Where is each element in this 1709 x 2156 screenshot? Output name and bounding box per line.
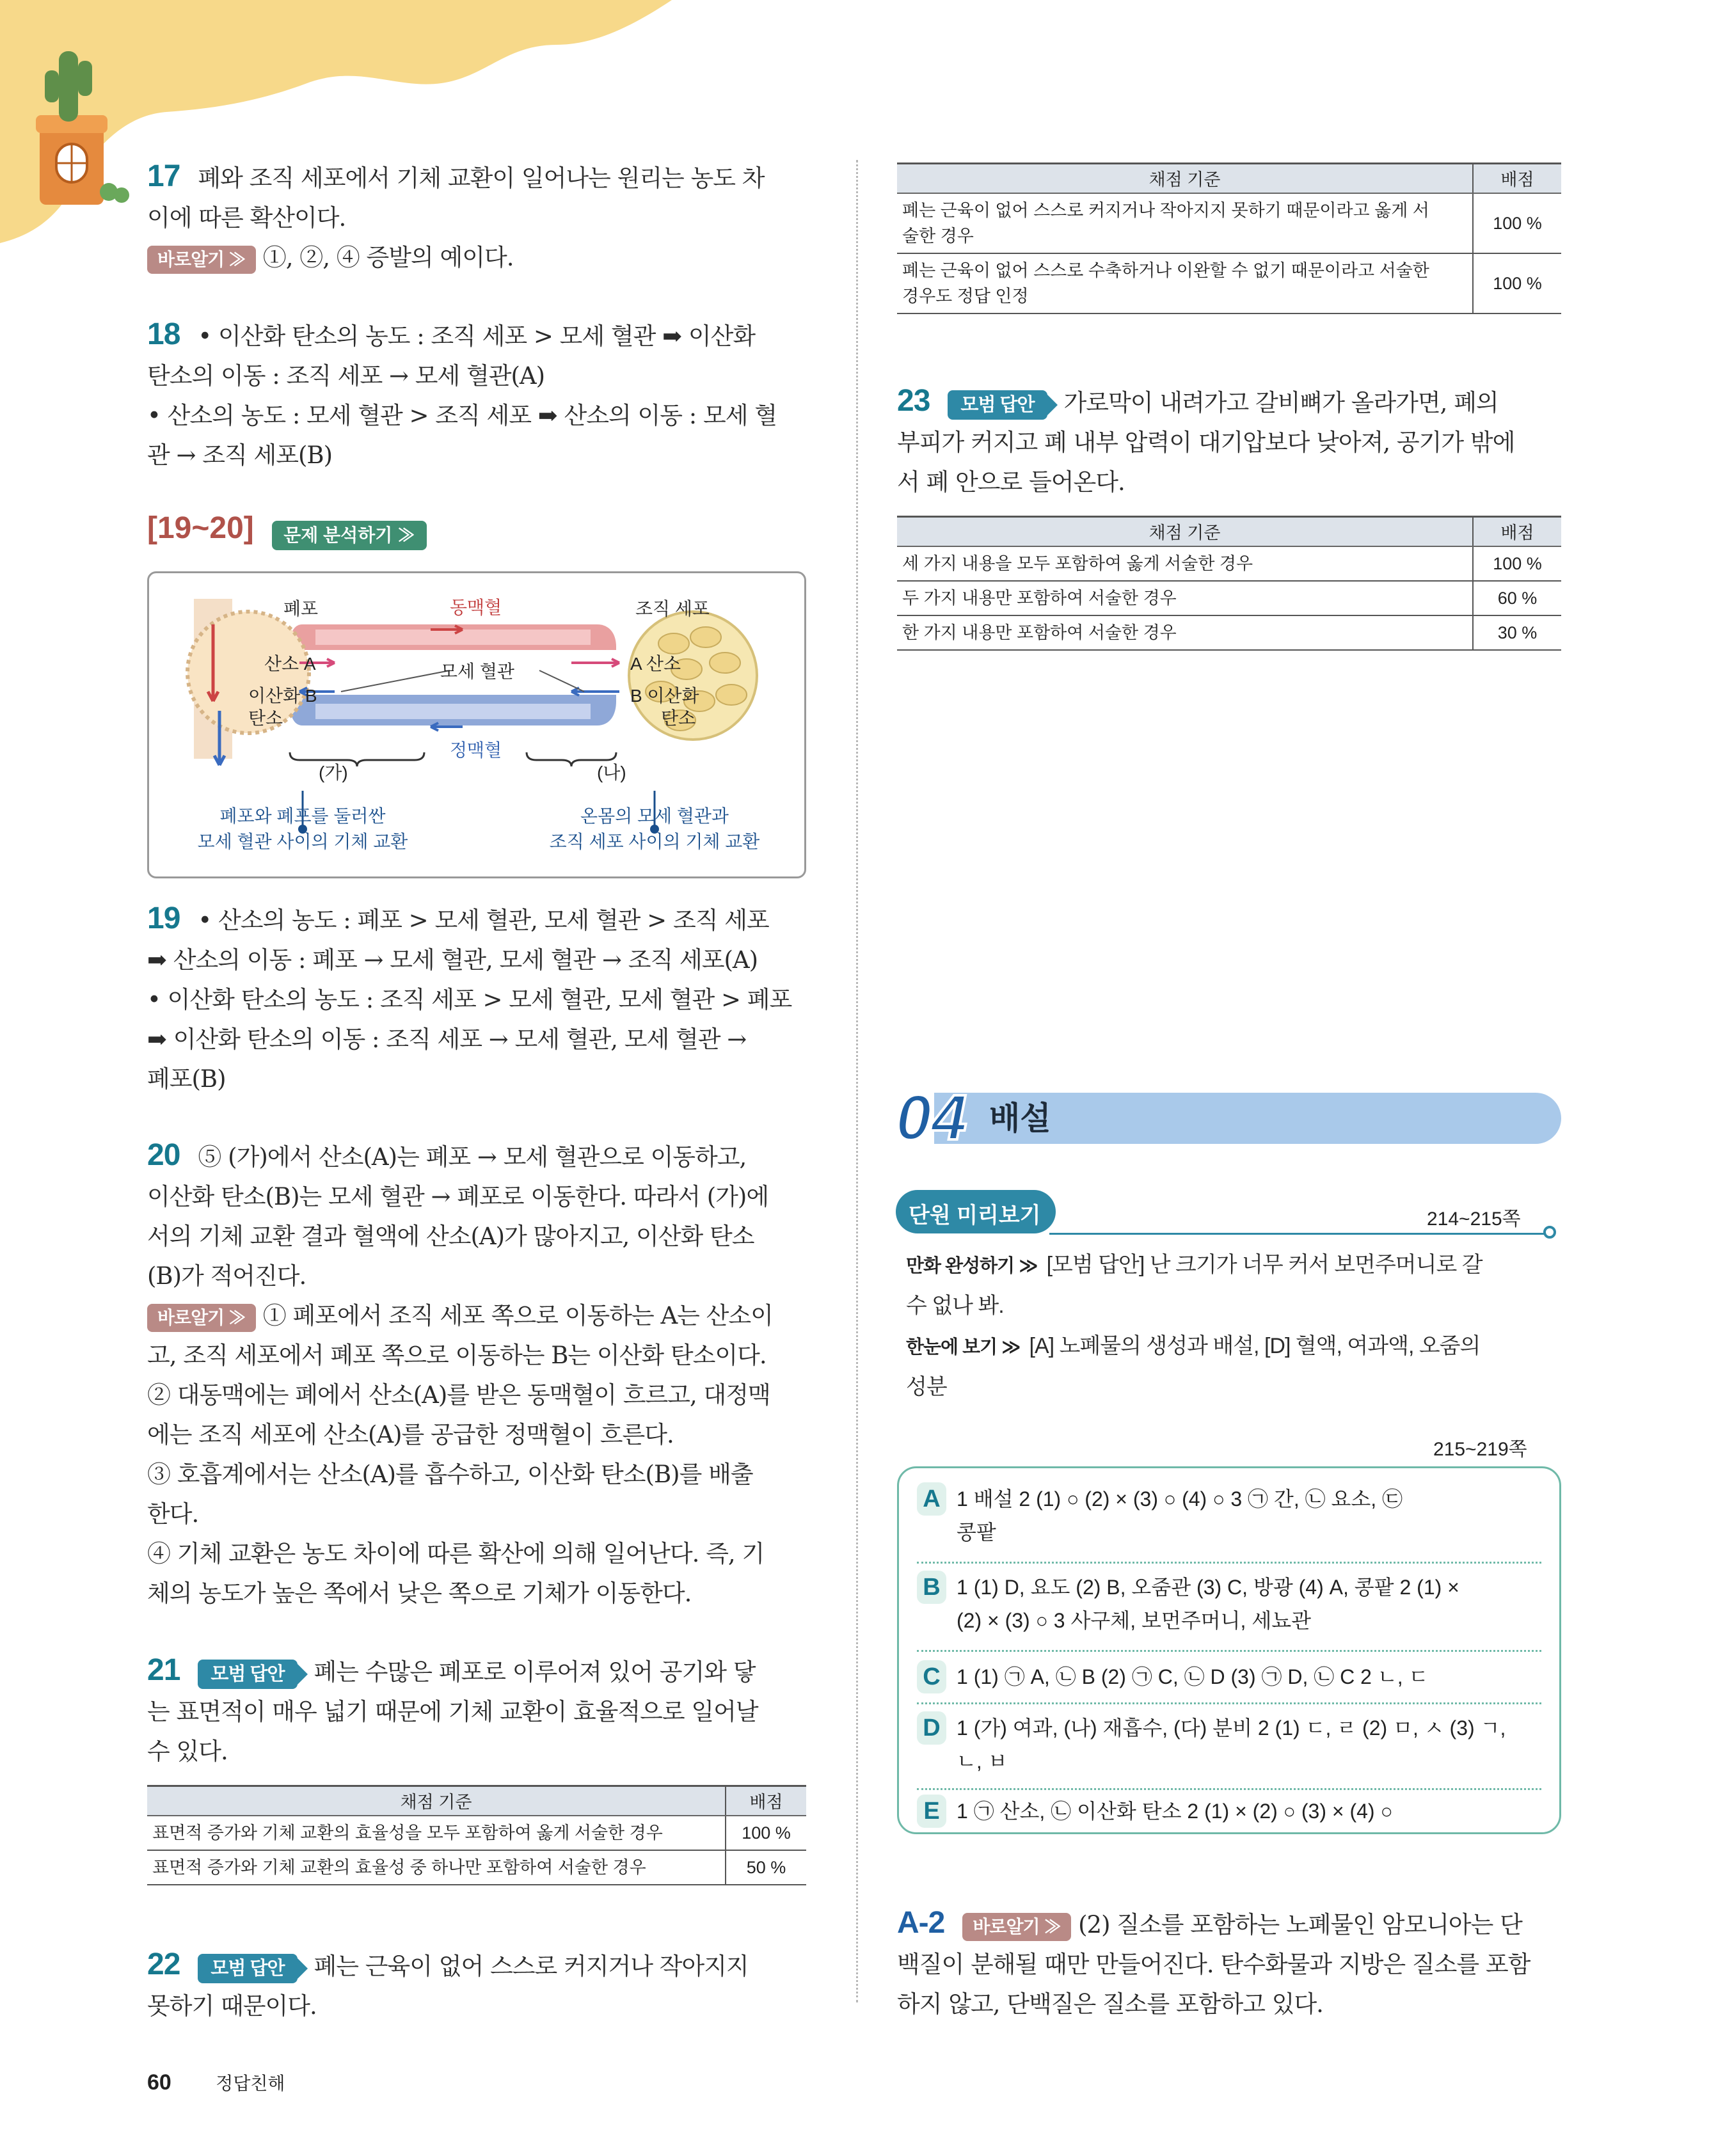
correction-text: ①, ②, ④ 증발의 예이다. bbox=[262, 244, 514, 271]
model-answer-tag: 모범 답안 bbox=[198, 1660, 297, 1689]
section-badge: D bbox=[917, 1711, 946, 1745]
answer-text: 서 폐 안으로 들어온다. bbox=[897, 468, 1125, 496]
answer-line: 1 배설 2 (1) ○ (2) × (3) ○ (4) ○ 3 ㉠ 간, ㉡ 요소, ㉢ bbox=[957, 1487, 1403, 1510]
section-badge: C bbox=[917, 1660, 946, 1693]
answer-row-c bbox=[917, 1660, 1541, 1693]
answer-text: 부피가 커지고 폐 내부 압력이 대기압보다 낮아져, 공기가 밖에 bbox=[897, 429, 1515, 456]
answer-text: 폐와 조직 세포에서 기체 교환이 일어나는 원리는 농도 차 bbox=[198, 164, 765, 192]
answer-row-d bbox=[917, 1711, 1541, 1778]
chapter-banner bbox=[896, 1082, 1561, 1153]
gas-exchange-diagram bbox=[147, 571, 806, 878]
answer-line-cont: 콩팥 bbox=[957, 1521, 996, 1544]
table-row bbox=[147, 1816, 806, 1850]
table-row bbox=[147, 1850, 806, 1885]
overview-text: [A] 노폐물의 생성과 배설, [D] 혈액, 여과액, 오줌의 bbox=[1029, 1334, 1481, 1358]
score-cell: 100 % bbox=[1473, 193, 1561, 253]
overview-text-cont: 성분 bbox=[906, 1375, 947, 1399]
correction-tag: 바로알기 ≫ bbox=[147, 1304, 256, 1332]
footer-label: 정답친해 bbox=[216, 2073, 285, 2093]
tissue-co2-label: B 이산화 bbox=[630, 686, 699, 706]
preview-rule bbox=[1049, 1233, 1548, 1235]
criteria-cell: 한 가지 내용만 포함하여 서술한 경우 bbox=[897, 615, 1473, 650]
chapter-title: 배설 bbox=[989, 1100, 1051, 1136]
correction-tag: 바로알기 ≫ bbox=[147, 246, 256, 274]
divider bbox=[917, 1650, 1541, 1652]
answer-text: 이에 따른 확산이다. bbox=[147, 204, 346, 232]
answer-row-e bbox=[917, 1795, 1541, 1828]
table-header-criteria: 채점 기준 bbox=[897, 164, 1473, 193]
overview-label: 한눈에 보기 ≫ bbox=[906, 1337, 1021, 1358]
caption-left-2: 모세 혈관 사이의 기체 교환 bbox=[197, 832, 408, 852]
section-badge: A bbox=[917, 1482, 946, 1516]
answer-text: • 산소의 농도 : 폐포 > 모세 혈관, 모세 혈관 > 조직 세포 bbox=[198, 907, 769, 934]
score-cell: 100 % bbox=[1473, 253, 1561, 313]
chapter-number: 04 bbox=[896, 1082, 967, 1153]
na-label: (나) bbox=[597, 763, 626, 782]
divider bbox=[917, 1562, 1541, 1564]
model-answer-tag: 모범 답안 bbox=[948, 390, 1047, 420]
answer-line: 1 (1) D, 요도 (2) B, 오줌관 (3) C, 방광 (4) A, 콩팥 2 (1) × bbox=[957, 1576, 1459, 1599]
analysis-tag: 문제 분석하기 ≫ bbox=[272, 521, 427, 550]
question-number: 20 bbox=[147, 1138, 180, 1172]
caption-left-1: 폐포와 폐포를 둘러싼 bbox=[219, 806, 386, 826]
score-cell: 50 % bbox=[726, 1850, 806, 1885]
question-number: 21 bbox=[147, 1653, 180, 1687]
table-row bbox=[897, 193, 1561, 253]
section-badge: E bbox=[917, 1795, 946, 1828]
co2-b-label-2: 탄소 bbox=[248, 708, 283, 728]
answer-text: 폐는 수많은 폐포로 이루어져 있어 공기와 닿 bbox=[314, 1658, 756, 1686]
table-row bbox=[897, 253, 1561, 313]
preview-rule-dot bbox=[1543, 1226, 1556, 1239]
correction-text: 백질이 분해될 때만 만들어진다. 탄수화물과 지방은 질소를 포함 bbox=[897, 1951, 1530, 1978]
artery-label: 동맥혈 bbox=[450, 598, 502, 617]
grading-table-22 bbox=[897, 162, 1561, 314]
correction-text: 고, 조직 세포에서 폐포 쪽으로 이동하는 B는 이산화 탄소이다. bbox=[147, 1342, 767, 1369]
divider bbox=[917, 1788, 1541, 1790]
answer-text: 못하기 때문이다. bbox=[147, 1992, 317, 2020]
criteria-cell-cont: 술한 경우 bbox=[902, 226, 974, 246]
answer-text: 서의 기체 교환 결과 혈액에 산소(A)가 많아지고, 이산화 탄소 bbox=[147, 1223, 754, 1250]
table-row bbox=[897, 581, 1561, 615]
answer-line: 1 ㉠ 산소, ㉡ 이산화 탄소 2 (1) × (2) ○ (3) × (4) ○ bbox=[957, 1800, 1393, 1823]
answer-text: • 이산화 탄소의 농도 : 조직 세포 > 모세 혈관, 모세 혈관 > 폐포 bbox=[147, 986, 792, 1013]
score-cell: 100 % bbox=[726, 1816, 806, 1850]
answer-text: 이산화 탄소(B)는 모세 혈관 → 폐포로 이동한다. 따라서 (가)에 bbox=[147, 1183, 769, 1210]
answer-text: 폐는 근육이 없어 스스로 커지거나 작아지지 bbox=[314, 1953, 749, 1980]
question-number: 19 bbox=[147, 901, 180, 935]
correction-text: (2) 질소를 포함하는 노폐물인 암모니아는 단 bbox=[1078, 1911, 1522, 1938]
vein-label: 정맥혈 bbox=[450, 740, 502, 760]
table-row bbox=[897, 546, 1561, 581]
correction-text: 하지 않고, 단백질은 질소를 포함하고 있다. bbox=[897, 1990, 1323, 2018]
section-heading: [19~20] bbox=[147, 511, 254, 545]
table-row bbox=[897, 615, 1561, 650]
column-divider bbox=[856, 160, 858, 2002]
question-number: 17 bbox=[147, 159, 180, 193]
answer-text: (B)가 적어진다. bbox=[147, 1262, 306, 1290]
answer-row-b bbox=[917, 1571, 1541, 1637]
correction-text: ③ 호흡계에서는 산소(A)를 흡수하고, 이산화 탄소(B)를 배출 bbox=[147, 1461, 753, 1488]
score-cell: 100 % bbox=[1473, 546, 1561, 581]
unit-preview-label: 단원 미리보기 bbox=[909, 1203, 1041, 1228]
caption-right-2: 조직 세포 사이의 기체 교환 bbox=[549, 832, 760, 852]
comic-text: [모범 답안] 난 크기가 너무 커서 보먼주머니로 갈 bbox=[1046, 1253, 1482, 1277]
answer-text: 탄소의 이동 : 조직 세포 → 모세 혈관(A) bbox=[147, 362, 545, 390]
criteria-cell: 표면적 증가와 기체 교환의 효율성을 모두 포함하여 옳게 서술한 경우 bbox=[147, 1816, 726, 1850]
correction-text: ② 대동맥에는 폐에서 산소(A)를 받은 동맥혈이 흐르고, 대정맥 bbox=[147, 1381, 770, 1409]
answer-line-cont: ㄴ, ㅂ bbox=[957, 1750, 1008, 1773]
table-header-score: 배점 bbox=[726, 1786, 806, 1816]
tissue-label: 조직 세포 bbox=[635, 599, 710, 619]
score-cell: 30 % bbox=[1473, 615, 1561, 650]
table-header-criteria: 채점 기준 bbox=[147, 1786, 726, 1816]
co2-b-label: 이산화 B bbox=[248, 686, 317, 706]
criteria-cell: 폐는 근육이 없어 스스로 커지거나 작아지지 못하기 때문이라고 옳게 서 bbox=[902, 200, 1429, 220]
answer-text: ➡ 이산화 탄소의 이동 : 조직 세포 → 모세 혈관, 모세 혈관 → bbox=[147, 1026, 747, 1053]
answer-text: 관 → 조직 세포(B) bbox=[147, 441, 333, 469]
table-header-score: 배점 bbox=[1473, 517, 1561, 546]
score-cell: 60 % bbox=[1473, 581, 1561, 615]
section-badge: B bbox=[917, 1571, 946, 1604]
answer-text: ➡ 산소의 이동 : 폐포 → 모세 혈관, 모세 혈관 → 조직 세포(A) bbox=[147, 946, 758, 974]
criteria-cell: 폐는 근육이 없어 스스로 수축하거나 이완할 수 없기 때문이라고 서술한 bbox=[902, 260, 1429, 280]
answer-text: ⑤ (가)에서 산소(A)는 폐포 → 모세 혈관으로 이동하고, bbox=[198, 1143, 747, 1171]
divider bbox=[917, 1702, 1541, 1704]
criteria-cell: 두 가지 내용만 포함하여 서술한 경우 bbox=[897, 581, 1473, 615]
question-number: 22 bbox=[147, 1947, 180, 1981]
question-number: 18 bbox=[147, 317, 180, 351]
ga-label: (가) bbox=[319, 763, 348, 782]
criteria-cell: 세 가지 내용을 모두 포함하여 옳게 서술한 경우 bbox=[897, 546, 1473, 581]
question-number: A-2 bbox=[897, 1906, 945, 1940]
page-number: 60 bbox=[147, 2070, 171, 2095]
answer-text: 수 있다. bbox=[147, 1738, 228, 1765]
answers-box bbox=[897, 1466, 1561, 1834]
correction-tag: 바로알기 ≫ bbox=[962, 1913, 1071, 1941]
answer-text: • 산소의 농도 : 모세 혈관 > 조직 세포 ➡ 산소의 이동 : 모세 혈 bbox=[147, 402, 777, 429]
grading-table-23 bbox=[897, 516, 1561, 651]
comic-text-cont: 수 없나 봐. bbox=[906, 1294, 1004, 1318]
capillary-label: 모세 혈관 bbox=[440, 662, 514, 681]
answer-line-cont: (2) × (3) ○ 3 사구체, 보먼주머니, 세뇨관 bbox=[957, 1609, 1312, 1632]
correction-text: ④ 기체 교환은 농도 차이에 따른 확산에 의해 일어난다. 즉, 기 bbox=[147, 1540, 765, 1567]
answer-line: 1 (가) 여과, (나) 재흡수, (다) 분비 2 (1) ㄷ, ㄹ (2) ㅁ, ㅅ (3) ㄱ, bbox=[957, 1716, 1506, 1740]
correction-text: 에는 조직 세포에 산소(A)를 공급한 정맥혈이 흐른다. bbox=[147, 1421, 674, 1448]
comic-label: 만화 완성하기 ≫ bbox=[906, 1256, 1038, 1276]
unit-preview-tab bbox=[896, 1190, 1056, 1233]
answer-text: 가로막이 내려가고 갈비뼈가 올라가면, 폐의 bbox=[1063, 389, 1498, 416]
criteria-cell-cont: 경우도 정답 인정 bbox=[902, 286, 1029, 306]
caption-right-1: 온몸의 모세 혈관과 bbox=[580, 806, 729, 826]
page-range-2: 215~219쪽 bbox=[1433, 1439, 1527, 1460]
table-header-score: 배점 bbox=[1473, 164, 1561, 193]
correction-text: ① 폐포에서 조직 세포 쪽으로 이동하는 A는 산소이 bbox=[262, 1302, 773, 1329]
answer-row-a bbox=[917, 1482, 1541, 1549]
correction-text: 한다. bbox=[147, 1500, 199, 1528]
answer-text: 는 표면적이 매우 넓기 때문에 기체 교환이 효율적으로 일어날 bbox=[147, 1698, 758, 1725]
question-number: 23 bbox=[897, 384, 930, 418]
answer-line: 1 (1) ㉠ A, ㉡ B (2) ㉠ C, ㉡ D (3) ㉠ D, ㉡ C 2 ㄴ, ㄷ bbox=[957, 1665, 1429, 1688]
answer-text: • 이산화 탄소의 농도 : 조직 세포 > 모세 혈관 ➡ 이산화 bbox=[198, 322, 756, 350]
correction-text: 체의 농도가 높은 쪽에서 낮은 쪽으로 기체가 이동한다. bbox=[147, 1580, 692, 1607]
tissue-co2-label-2: 탄소 bbox=[661, 708, 696, 728]
grading-table-21 bbox=[147, 1785, 806, 1885]
answer-text: 폐포(B) bbox=[147, 1065, 226, 1093]
lung-label: 폐포 bbox=[283, 599, 319, 619]
model-answer-tag: 모범 답안 bbox=[198, 1954, 297, 1983]
tissue-oxygen-label: A 산소 bbox=[630, 654, 681, 674]
oxygen-a-label: 산소 A bbox=[264, 654, 316, 674]
table-header-criteria: 채점 기준 bbox=[897, 517, 1473, 546]
page-range-1: 214~215쪽 bbox=[1427, 1209, 1521, 1230]
criteria-cell: 표면적 증가와 기체 교환의 효율성 중 하나만 포함하여 서술한 경우 bbox=[147, 1850, 726, 1885]
